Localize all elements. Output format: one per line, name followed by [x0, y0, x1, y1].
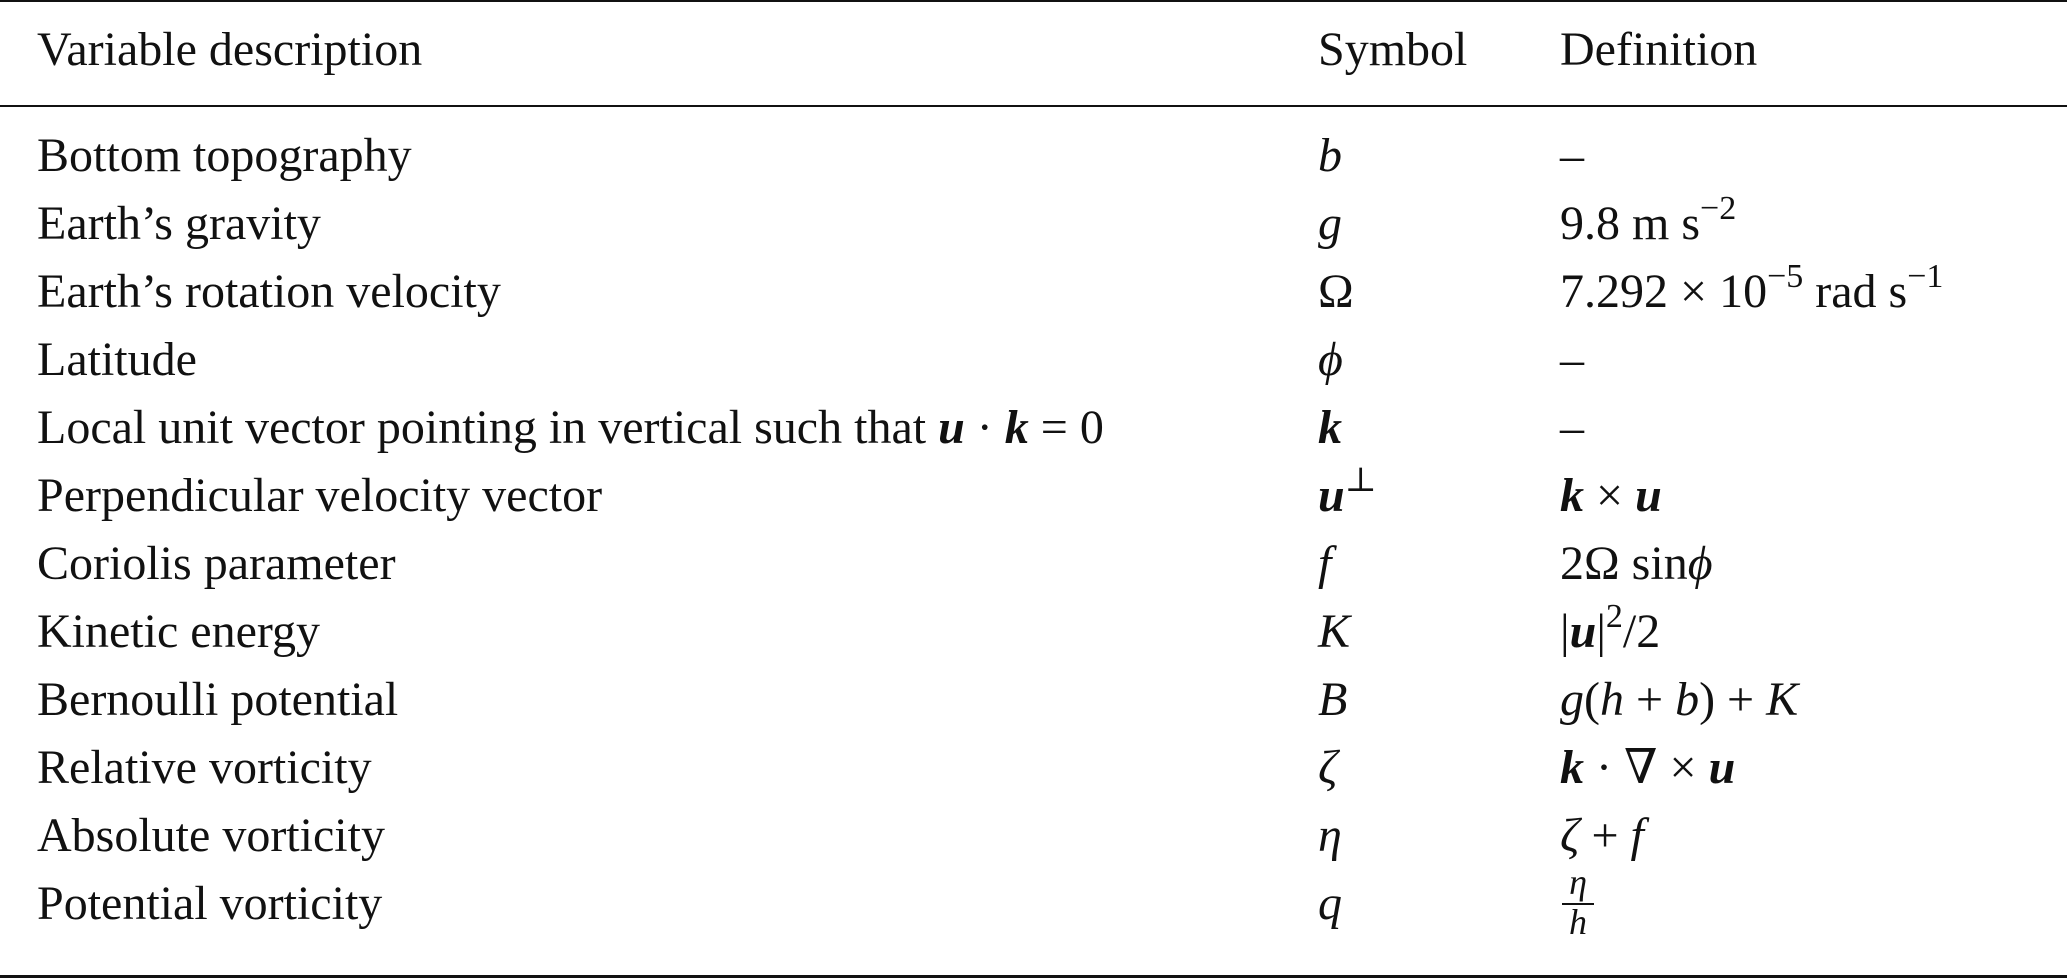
row-description: Perpendicular velocity vector [37, 469, 603, 522]
symbol-u-vector: u [1318, 469, 1345, 522]
definition-exponent: −5 [1767, 258, 1804, 295]
row-definition [1560, 258, 1943, 331]
row-symbol: b [1318, 129, 1342, 182]
definition-abs-open: | [1560, 605, 1570, 658]
row-symbol: K [1318, 605, 1351, 658]
row-symbol: Ω [1318, 265, 1354, 318]
row-symbol: k [1318, 401, 1342, 454]
definition-curl: · ∇ × [1584, 741, 1709, 794]
header-symbol: Symbol [1318, 23, 1468, 76]
definition-u-vector: u [1708, 741, 1736, 794]
row-symbol: ϕ [1318, 333, 1343, 386]
table-top-rule [0, 0, 2067, 2]
header-description: Variable description [37, 23, 423, 76]
definition-u-vector: u [1635, 469, 1662, 522]
row-description: Earth’s rotation velocity [37, 265, 501, 318]
row-description: Bernoulli potential [37, 673, 399, 726]
definition-zeta: ζ [1560, 809, 1580, 862]
row-symbol [1318, 462, 1377, 535]
description-equals: = 0 [1028, 401, 1104, 454]
definition-plus: + [1579, 809, 1631, 862]
table-row [0, 122, 2067, 190]
definition-phi: ϕ [1687, 537, 1713, 590]
row-symbol: q [1318, 877, 1342, 930]
table-row [0, 598, 2067, 666]
symbol-perp: ⊥ [1344, 462, 1377, 499]
row-symbol: ζ [1318, 741, 1338, 794]
row-description: Absolute vorticity [37, 809, 385, 862]
row-description: Kinetic energy [37, 605, 321, 658]
definition-g: g [1560, 673, 1584, 726]
table-header-rule [0, 105, 2067, 107]
row-description: Potential vorticity [37, 877, 383, 930]
row-symbol: f [1318, 537, 1332, 590]
description-text: Local unit vector pointing in vertical such that [37, 401, 939, 454]
table-row [0, 862, 2067, 942]
description-k-vector: k [1004, 401, 1029, 454]
definition-k-vector: k [1560, 741, 1584, 794]
definition-b: b [1675, 673, 1700, 726]
row-symbol: B [1318, 673, 1348, 726]
row-definition [1560, 190, 1736, 263]
definition-divisor: /2 [1622, 605, 1661, 658]
row-description: Relative vorticity [37, 741, 372, 794]
row-description [37, 394, 1104, 462]
table-row [0, 530, 2067, 598]
table-row [0, 258, 2067, 326]
table-row [0, 666, 2067, 734]
row-definition: – [1560, 333, 1584, 386]
row-definition [1560, 666, 1798, 734]
row-definition [1560, 598, 1660, 671]
row-definition: – [1560, 401, 1584, 454]
definition-unit: rad s [1803, 265, 1908, 318]
row-description: Coriolis parameter [37, 537, 396, 590]
definition-text: 7.292 × 10 [1560, 265, 1768, 318]
row-definition [1560, 734, 1735, 802]
row-description: Earth’s gravity [37, 197, 321, 250]
definition-unit-exponent: −1 [1907, 258, 1944, 295]
header-definition: Definition [1560, 23, 1758, 76]
row-symbol: g [1318, 197, 1342, 250]
definition-f: f [1630, 809, 1644, 862]
row-description: Latitude [37, 333, 197, 386]
definition-times: × [1584, 469, 1636, 522]
definition-abs-close: | [1596, 605, 1606, 658]
definition-h: h [1599, 673, 1624, 726]
description-u-vector: u [938, 401, 965, 454]
row-definition [1560, 530, 1713, 598]
table-row [0, 394, 2067, 462]
definition-exponent: 2 [1605, 598, 1623, 635]
definition-K: K [1766, 673, 1799, 726]
definition-text: 2Ω sin [1560, 537, 1688, 590]
row-description: Bottom topography [37, 129, 412, 182]
table-row [0, 326, 2067, 394]
definition-plus: + [1623, 673, 1676, 726]
row-definition [1560, 862, 1596, 942]
table-row [0, 190, 2067, 258]
definition-u-vector: u [1569, 605, 1597, 658]
fraction-denominator: h [1569, 902, 1587, 942]
description-dot: · [964, 401, 1005, 454]
row-symbol: η [1318, 809, 1342, 862]
definition-fraction [1560, 862, 1596, 942]
definition-exponent: −2 [1700, 190, 1737, 227]
row-definition [1560, 462, 1662, 530]
row-definition [1560, 802, 1644, 870]
table-row [0, 802, 2067, 870]
definition-paren-close: ) + [1699, 673, 1767, 726]
table-bottom-rule [0, 975, 2067, 978]
definition-k-vector: k [1560, 469, 1584, 522]
table-header-row [0, 16, 2067, 84]
table-row [0, 462, 2067, 530]
fraction-numerator: η [1569, 862, 1587, 902]
definition-paren-open: ( [1584, 673, 1600, 726]
definition-text: 9.8 m s [1560, 197, 1701, 250]
table-row [0, 734, 2067, 802]
row-definition: – [1560, 129, 1584, 182]
